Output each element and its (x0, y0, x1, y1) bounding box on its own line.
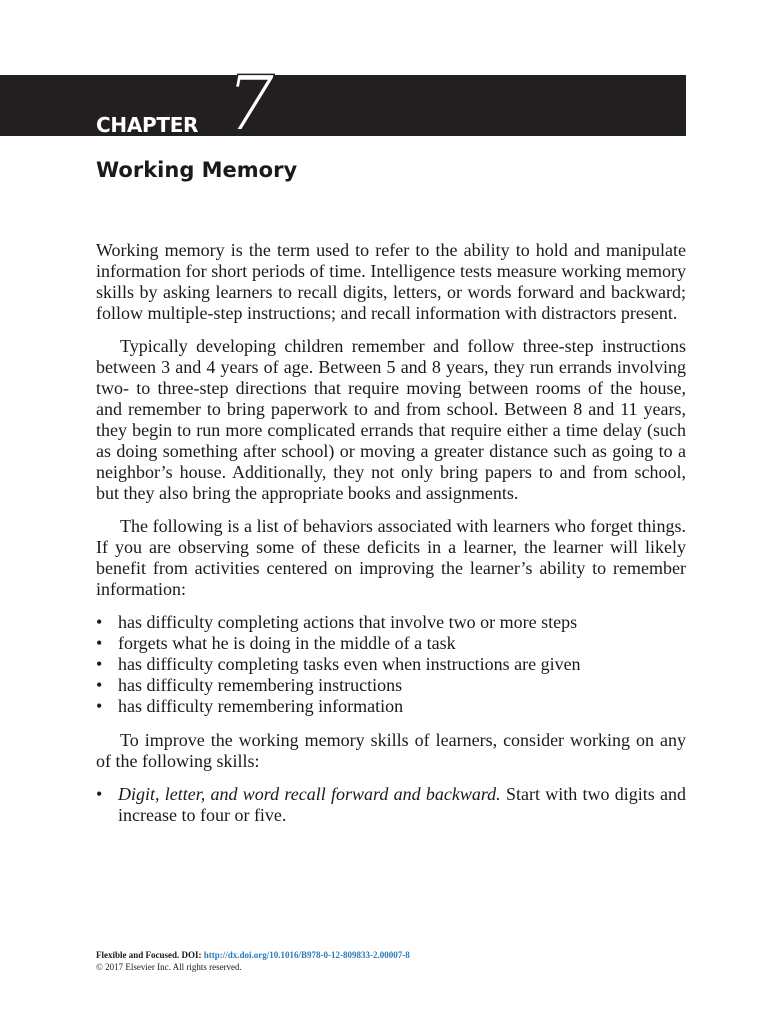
paragraph-intro: Working memory is the term used to refer to the ability to hold and manipulate information for short periods of time. Intelligence tests measure working memory skills by asking learners to recall digits, letters, or words forward and backward; follow multiple-step instructions; and recall information with distractors present. (96, 240, 686, 323)
chapter-number: 7 (226, 59, 275, 148)
list-item: • forgets what he is doing in the middle of a task (96, 633, 456, 653)
page-footer (96, 949, 686, 973)
doi-label: DOI: (179, 950, 204, 960)
book-title: Flexible and Focused. (96, 950, 180, 960)
paragraph-skills-intro: To improve the working memory skills of learners, consider working on any of the following skills: (96, 730, 686, 771)
list-item: • has difficulty completing tasks even when instructions are given (96, 654, 581, 674)
list-item (96, 784, 686, 826)
doi-link[interactable]: http://dx.doi.org/10.1016/B978-0-12-809833-2.00007-8 (203, 950, 410, 960)
skill-title: Digit, letter, and word recall forward and backward. (118, 784, 501, 804)
chapter-label: CHAPTER (96, 113, 199, 137)
chapter-title: Working Memory (96, 158, 298, 182)
skill-text: Start with two digits and increase to four or five. (118, 784, 687, 825)
paragraph-development: Typically developing children remember and follow three-step instructions between 3 and 4 years of age. Between 5 and 8 years, they run errands involving two- to three-step directions that require moving between rooms of the house, and remember to bring paperwork to and from school. Between 8 and 11 years, they begin to run more complicated errands that require either a time delay (such as doing something after school) or moving a greater distance such as going to a neighbor’s house. Additionally, they not only bring papers to and from school, but they also bring the appropriate books and assignments. (96, 336, 686, 503)
list-item: • has difficulty remembering instructions (96, 675, 403, 695)
list-item: • has difficulty remembering information (96, 696, 404, 716)
bullet-icon: • (96, 675, 103, 695)
bullet-icon: • (96, 612, 103, 632)
bullet-icon: • (96, 696, 103, 716)
paragraph-behaviors-intro: The following is a list of behaviors associated with learners who forget things. If you are observing some of these deficits in a learner, the learner will likely benefit from activities centered on improving the learner’s ability to remember information: (96, 516, 686, 599)
list-item: • has difficulty completing actions that involve two or more steps (96, 612, 578, 632)
copyright-notice: © 2017 Elsevier Inc. All rights reserved. (96, 962, 242, 972)
bullet-icon: • (96, 784, 103, 804)
bullet-icon: • (96, 633, 103, 653)
bullet-icon: • (96, 654, 103, 674)
chapter-body (96, 240, 686, 839)
behavior-list (96, 612, 686, 717)
skills-list (96, 784, 686, 826)
